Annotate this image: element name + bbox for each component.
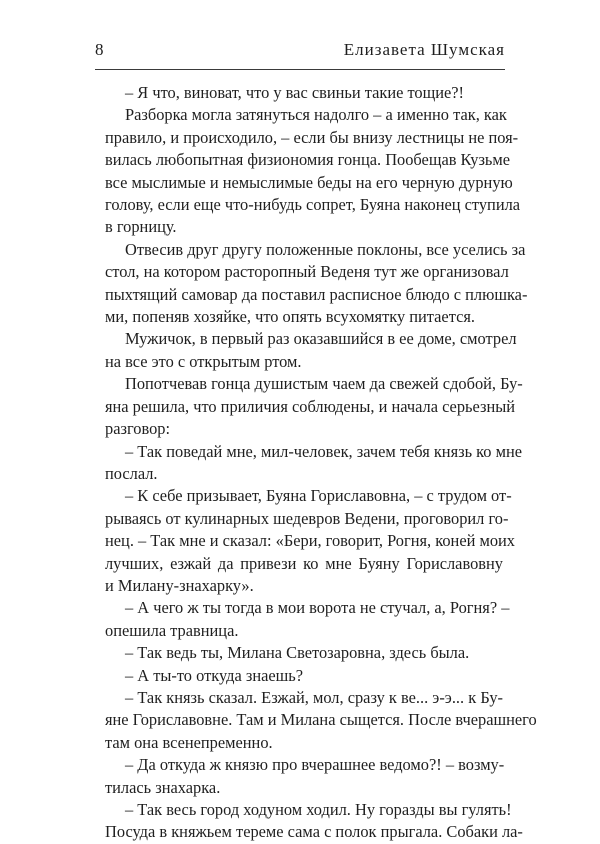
text-line: вилась любопытная физиономия гонца. Пообещав Кузьме: [105, 150, 511, 170]
text-line: яне Гориславовне. Там и Милана сыщется. После вчерашнего: [105, 710, 537, 730]
text-line: рываясь от кулинарных шедевров Ведени, проговорил го-: [105, 508, 509, 528]
text-line: тилась знахарка.: [105, 777, 221, 797]
text-line: Разборка могла затянуться надолго – а именно так, как: [125, 105, 507, 125]
text-line: яна решила, что приличия соблюдены, и начала серьезный: [105, 396, 516, 416]
text-line: – А чего ж ты тогда в мои ворота не стучал, а, Рогня? –: [125, 598, 510, 618]
text-line: голову, если еще что-нибудь сопрет, Буяна наконец ступила: [105, 195, 521, 215]
text-line: Мужичок, в первый раз оказавшийся в ее доме, смотрел: [125, 329, 517, 349]
text-line: правило, и происходило, – если бы внизу лестницы не поя-: [105, 127, 519, 147]
header-rule: [95, 69, 505, 70]
text-line: там она всенепременно.: [105, 732, 273, 752]
running-title: Елизавета Шумская: [343, 40, 505, 59]
body-text: [105, 82, 537, 844]
text-line: в горницу.: [105, 217, 177, 237]
text-line: – Так поведай мне, мил-человек, зачем тебя князь ко мне: [125, 441, 522, 461]
text-line: все мыслимые и немыслимые беды на его черную дурную: [105, 172, 513, 192]
text-line: опешила травница.: [105, 620, 239, 640]
text-line: – Так князь сказал. Езжай, мол, сразу к ве... э-э... к Бу-: [125, 687, 503, 707]
page-number: 8: [95, 40, 104, 59]
text-line: – Так весь город ходуном ходил. Ну горазды вы гулять!: [125, 800, 512, 819]
text-line: Посуда в княжьем тереме сама с полок прыгала. Собаки ла-: [105, 822, 523, 842]
text-line: нец. – Так мне и сказал: «Бери, говорит, Рогня, коней моих: [105, 531, 515, 551]
text-line: – К себе призывает, Буяна Гориславовна, – с трудом от-: [125, 486, 512, 506]
text-line: – Да откуда ж князю про вчерашнее ведомо?! – возму-: [125, 755, 505, 775]
text-line: лучших, езжай да привези ко мне Буяну Гориславовну: [105, 553, 503, 573]
text-line: и Милану-знахарку».: [105, 575, 254, 595]
text-line: разговор:: [105, 419, 171, 439]
text-line: – Я что, виноват, что у вас свиньи такие тощие?!: [125, 83, 465, 102]
page-header: [95, 40, 505, 66]
text-line: стол, на котором расторопный Веденя тут же организовал: [105, 262, 509, 282]
text-line: Попотчевав гонца душистым чаем да свежей сдобой, Бу-: [125, 374, 523, 394]
text-line: пыхтящий самовар да поставил расписное блюдо с плюшка-: [105, 284, 528, 304]
text-line: – Так ведь ты, Милана Светозаровна, здесь была.: [125, 643, 470, 663]
text-line: послал.: [105, 463, 158, 483]
text-line: Отвесив друг другу положенные поклоны, все уселись за: [125, 239, 526, 259]
text-line: – А ты-то откуда знаешь?: [125, 665, 304, 685]
text-line: ми, попеняв хозяйке, что опять всухомятку питается.: [105, 307, 475, 327]
text-line: на все это с открытым ртом.: [105, 351, 302, 371]
